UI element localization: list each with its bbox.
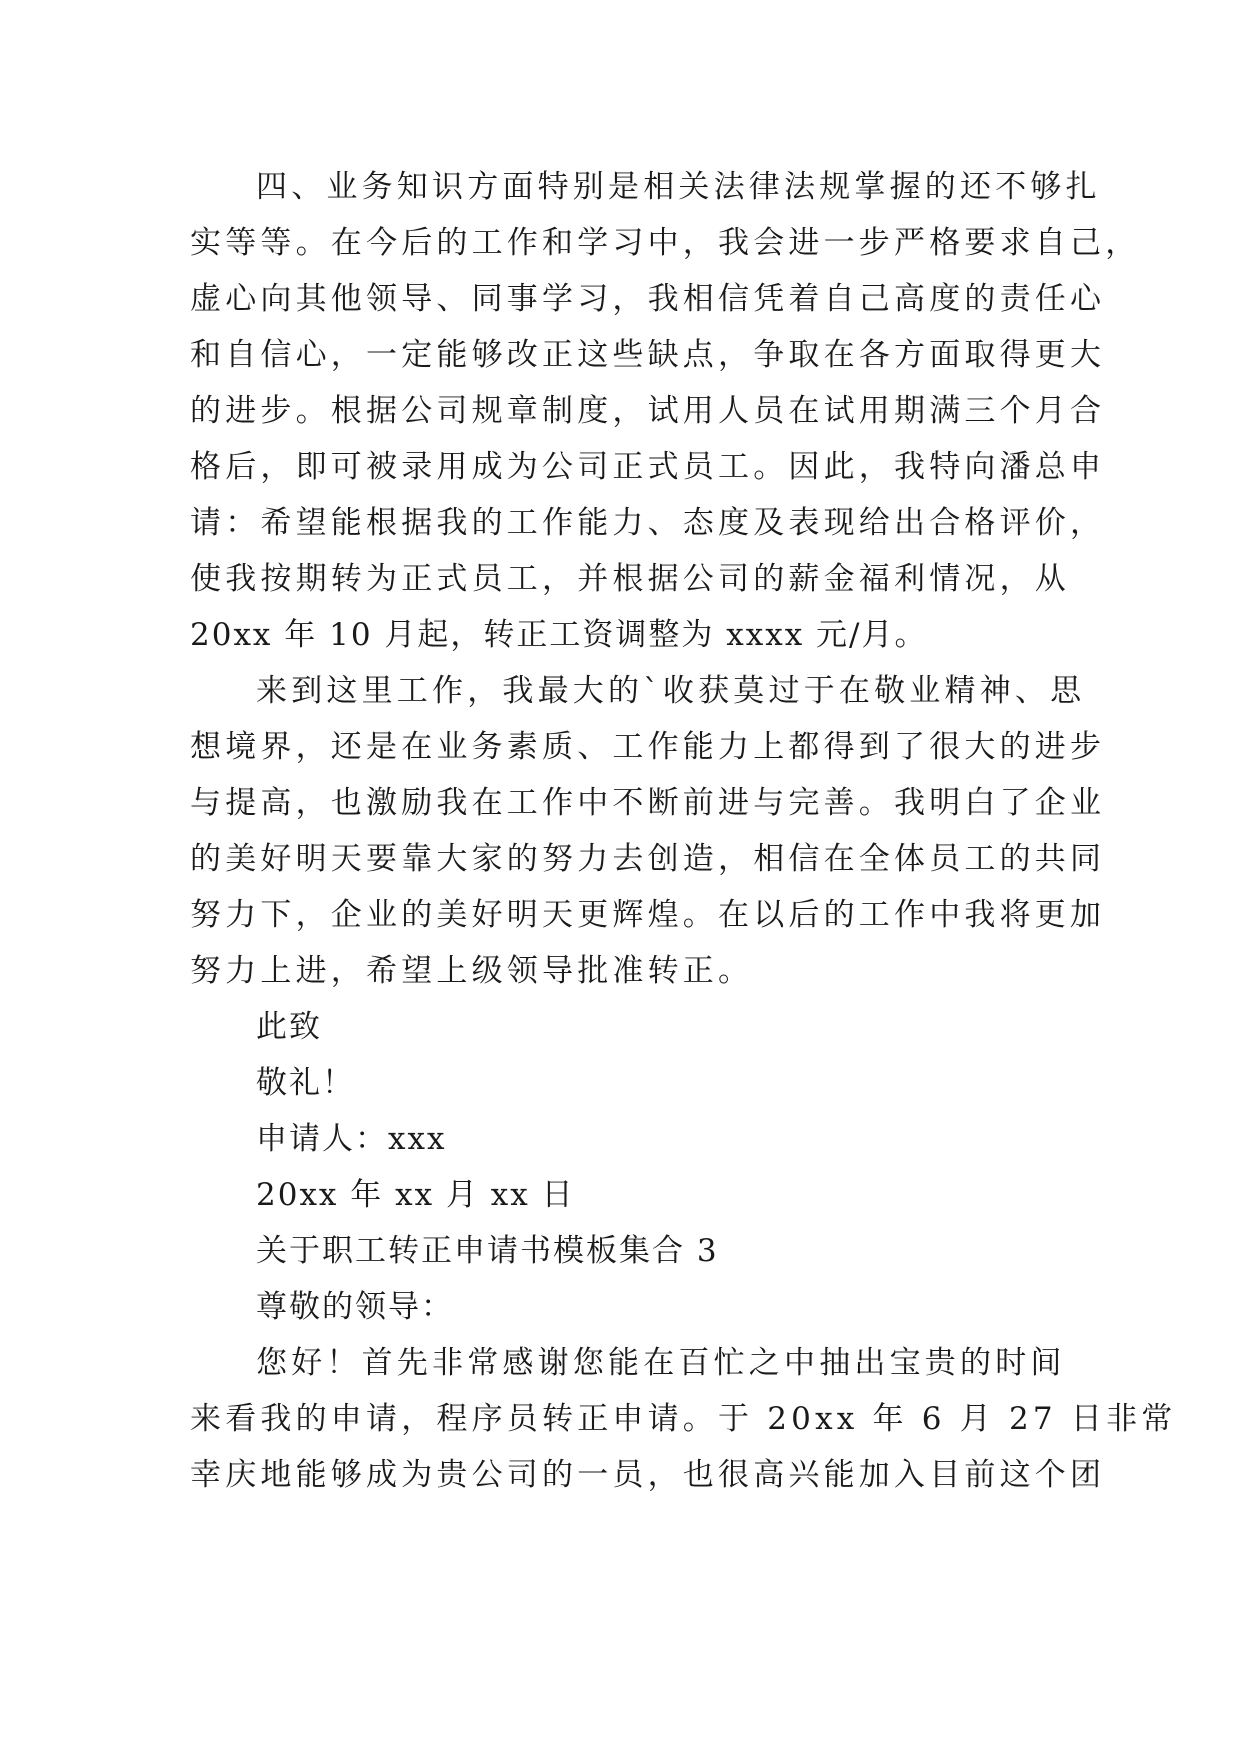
paragraph-line: 四、业务知识方面特别是相关法律法规掌握的还不够扎 xyxy=(256,169,1101,205)
paragraph-line: 使我按期转为正式员工，并根据公司的薪金福利情况，从 xyxy=(190,561,1070,597)
paragraph-line: 努力下，企业的美好明天更辉煌。在以后的工作中我将更加 xyxy=(190,897,1106,933)
applicant-name: 申请人：xxx xyxy=(256,1121,447,1157)
paragraph-line: 与提高，也激励我在工作中不断前进与完善。我明白了企业 xyxy=(190,785,1106,821)
paragraph-line: 您好！首先非常感谢您能在百忙之中抽出宝贵的时间 xyxy=(256,1345,1066,1381)
greeting: 尊敬的领导： xyxy=(256,1289,454,1325)
paragraph-line: 努力上进，希望上级领导批准转正。 xyxy=(190,953,754,989)
paragraph-line: 来到这里工作，我最大的`收获莫过于在敬业精神、思 xyxy=(256,673,1086,709)
section-title: 关于职工转正申请书模板集合 3 xyxy=(256,1233,719,1269)
paragraph-line: 格后，即可被录用成为公司正式员工。因此，我特向潘总申 xyxy=(190,449,1106,485)
paragraph-line: 想境界，还是在业务素质、工作能力上都得到了很大的进步 xyxy=(190,729,1106,765)
paragraph-line: 和自信心，一定能够改正这些缺点，争取在各方面取得更大 xyxy=(190,337,1106,373)
paragraph-line: 的美好明天要靠大家的努力去创造，相信在全体员工的共同 xyxy=(190,841,1106,877)
paragraph-line: 幸庆地能够成为贵公司的一员，也很高兴能加入目前这个团 xyxy=(190,1457,1106,1493)
paragraph-line: 的进步。根据公司规章制度，试用人员在试用期满三个月合 xyxy=(190,393,1106,429)
paragraph-line: 请：希望能根据我的工作能力、态度及表现给出合格评价， xyxy=(190,505,1106,541)
paragraph-line: 来看我的申请，程序员转正申请。于 20xx 年 6 月 27 日非常 xyxy=(190,1401,1177,1437)
paragraph-line: 实等等。在今后的工作和学习中，我会进一步严格要求自己， xyxy=(190,225,1141,261)
paragraph-line: 虚心向其他领导、同事学习，我相信凭着自己高度的责任心 xyxy=(190,281,1106,317)
application-date: 20xx 年 xx 月 xx 日 xyxy=(256,1177,575,1213)
closing-regards: 敬礼！ xyxy=(256,1065,355,1101)
paragraph-line: 20xx 年 10 月起，转正工资调整为 xxxx 元/月。 xyxy=(190,617,928,653)
closing-salutation: 此致 xyxy=(256,1009,322,1045)
